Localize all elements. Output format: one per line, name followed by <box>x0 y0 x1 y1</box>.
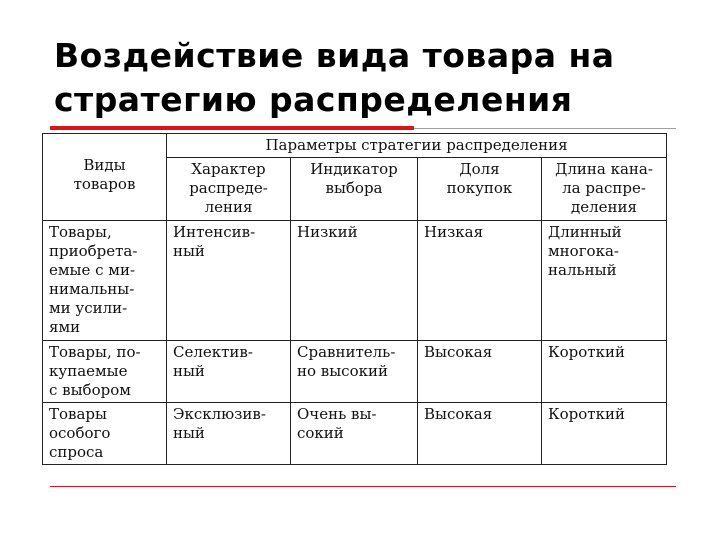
distribution-strategy-table <box>42 133 667 465</box>
table-cell: Очень вы- сокий <box>291 403 418 465</box>
column-header: Индикатор выбора <box>291 158 418 221</box>
table-cell: Короткий <box>542 403 667 465</box>
row-header-cell: Виды товаров <box>43 134 167 221</box>
table-cell: Высокая <box>418 341 542 403</box>
table-cell: Товары, приобрета- емые с ми- нимальны- ми усили- ями <box>43 221 167 341</box>
table-cell: Селектив- ный <box>167 341 291 403</box>
table-cell: Низкий <box>291 221 418 341</box>
group-header-cell: Параметры стратегии распределения <box>167 134 667 158</box>
table-cell: Сравнитель- но высокий <box>291 341 418 403</box>
table-cell: Интенсив- ный <box>167 221 291 341</box>
table-cell: Товары особого спроса <box>43 403 167 465</box>
table-row <box>43 403 667 465</box>
title-underline-red <box>50 126 414 130</box>
bottom-divider <box>50 486 676 487</box>
table-cell: Длинный многока- нальный <box>542 221 667 341</box>
table-header-row <box>43 134 667 158</box>
table-cell: Высокая <box>418 403 542 465</box>
column-header: Доля покупок <box>418 158 542 221</box>
slide-title: Воздействие вида товара на стратегию распределения <box>54 36 615 119</box>
table-cell: Эксклюзив- ный <box>167 403 291 465</box>
table-row <box>43 341 667 403</box>
table-cell: Короткий <box>542 341 667 403</box>
table-cell: Товары, по- купаемые с выбором <box>43 341 167 403</box>
column-header: Характер распреде- ления <box>167 158 291 221</box>
column-header: Длина кана- ла распре- деления <box>542 158 667 221</box>
table-cell: Низкая <box>418 221 542 341</box>
title-underline-gray <box>414 128 676 129</box>
table-row <box>43 221 667 341</box>
